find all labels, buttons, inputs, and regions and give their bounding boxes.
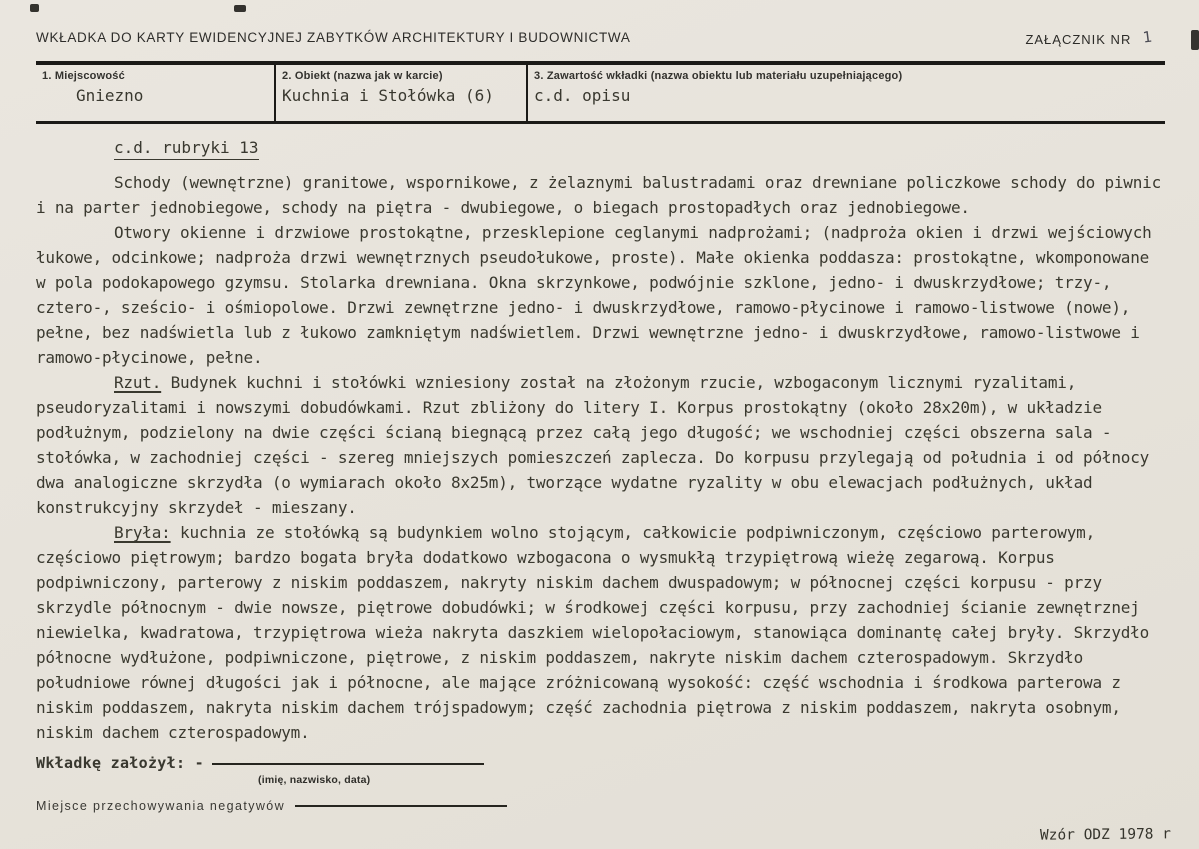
section-heading: c.d. rubryki 13 bbox=[114, 138, 259, 160]
paragraph bbox=[36, 220, 1165, 370]
field-obiekt-label: 2. Obiekt (nazwa jak w karcie) bbox=[282, 70, 443, 82]
founder-row bbox=[36, 754, 1165, 772]
field-zawartosc-label: 3. Zawartość wkładki (nazwa obiektu lub materiału uzupełniającego) bbox=[534, 70, 903, 82]
paragraph-lead: Rzut. bbox=[114, 373, 162, 392]
field-miejscowosc-label: 1. Miejscowość bbox=[42, 70, 125, 82]
scan-artifact bbox=[1191, 30, 1199, 50]
form-fields-row bbox=[36, 65, 1165, 121]
paragraph-text: Schody (wewnętrzne) granitowe, wspornikowe, z żelaznymi balustradami oraz drewniane policzkowe schody do piwnic i na parter jednobiegowe, schody na piętra - dwubiegowe, o biegach prostopadłych oraz jednobiegowe. bbox=[36, 173, 1162, 217]
scan-artifact bbox=[234, 5, 246, 12]
table-bottom-divider bbox=[36, 121, 1165, 124]
founder-label: Wkładkę założył: - bbox=[36, 754, 204, 772]
document-body bbox=[36, 138, 1165, 745]
document-title: WKŁADKA DO KARTY EWIDENCYJNEJ ZABYTKÓW ARCHITEKTURY I BUDOWNICTWA bbox=[36, 30, 631, 45]
field-miejscowosc-value: Gniezno bbox=[76, 86, 144, 105]
founder-signature-line bbox=[212, 762, 484, 765]
scan-artifact bbox=[30, 4, 39, 12]
field-obiekt bbox=[276, 65, 528, 121]
paragraph bbox=[36, 520, 1165, 745]
paragraph-text: Otwory okienne i drzwiowe prostokątne, przesklepione ceglanymi nadprożami; (nadproża okien i drzwi wejściowych łukowe, odcinkowe; nadproża drzwi wewnętrznych pseudołukowe, proste). Małe okienka poddasza: prostokątne, wkomponowane w pola podokapowego gzymsu. Stolarka drewniana. Okna skrzynkowe, podwójnie szklone, jedno- i dwuskrzydłowe; trzy-, cztero-, sześcio- i ośmiopolowe. Drzwi zewnętrzne jedno- i dwuskrzydłowe, ramowo-płycinowe i ramowo-listwowe (nowe), pełne, bez nadświetla lub z łukowo zamkniętym nadświetlem. Drzwi wewnętrzne jedno- i dwuskrzydłowe, ramowo-listwowe i ramowo-płycinowe, pełne. bbox=[36, 223, 1152, 367]
field-zawartosc bbox=[528, 65, 1165, 121]
field-zawartosc-value: c.d. opisu bbox=[534, 86, 631, 105]
paragraph-text: kuchnia ze stołówką są budynkiem wolno stojącym, całkowicie podpiwniczonym, częściowo parterowym, częściowo piętrowym; bardzo bogata bryła dodatkowo wzbogacona o wysmukłą trzypiętrową wieżę zegarową. Korpus podpiwniczony, parterowy z niskim poddaszem, nakryty niskim dachem dwuspadowym; w północnej części korpusu - przy skrzydle północnym - dwie nowsze, piętrowe dobudówki; w środkowej części korpusu, przy zachodniej ścianie zewnętrznej niewielka, kwadratowa, trzypiętrowa wieża nakryta daszkiem wielopołaciowym, stanowiąca dominantę całej bryły. Skrzydło północne wydłużone, podpiwniczone, piętrowe, z niskim poddaszem, nakryte niskim dachem czterospadowym. Skrzydło południowe równej długości jak i północne, ale mające zróżnicowaną wysokość: część wschodnia i środkowa parterowa z niskim poddaszem, nakryta niskim dachem trójspadowym; część zachodnia piętrowa z niskim poddaszem, nakryta osobnym, niskim dachem czterospadowym. bbox=[36, 523, 1150, 742]
document-footer bbox=[36, 754, 1165, 813]
paragraph bbox=[36, 370, 1165, 520]
paragraphs bbox=[36, 170, 1165, 745]
attachment-number: 1 bbox=[1141, 27, 1154, 47]
document-header bbox=[36, 27, 1165, 48]
founder-hint: (imię, nazwisko, data) bbox=[258, 774, 371, 786]
form-code: Wzór ODZ 1978 r bbox=[1039, 826, 1172, 844]
negatives-label: Miejsce przechowywania negatywów bbox=[36, 799, 286, 813]
field-obiekt-value: Kuchnia i Stołówka (6) bbox=[282, 86, 494, 105]
negatives-line bbox=[295, 804, 507, 807]
attachment bbox=[1025, 27, 1154, 48]
paragraph bbox=[36, 170, 1165, 220]
field-miejscowosc bbox=[36, 65, 276, 121]
paragraph-text: Budynek kuchni i stołówki wzniesiony został na złożonym rzucie, wzbogaconym licznymi ryzalitami, pseudoryzalitami i nowszymi dobudówkami. Rzut zbliżony do litery I. Korpus prostokątny (około 28x20m), w układzie podłużnym, podzielony na dwie części ścianą biegnącą przez całą jego długość; we wschodniej części obszerna sala - stołówka, w zachodniej części - szereg mniejszych pomieszczeń zaplecza. Do korpusu przylegają od południa i od północy dwa analogiczne skrzydła (o wymiarach około 8x25m), tworzące wydatne ryzality w obu elewacjach podłużnych, układ konstrukcyjny skrzydeł - mieszany. bbox=[36, 373, 1150, 517]
paragraph-lead: Bryła: bbox=[114, 523, 171, 542]
negatives-row bbox=[36, 799, 1165, 813]
attachment-label: ZAŁĄCZNIK NR bbox=[1025, 32, 1132, 47]
